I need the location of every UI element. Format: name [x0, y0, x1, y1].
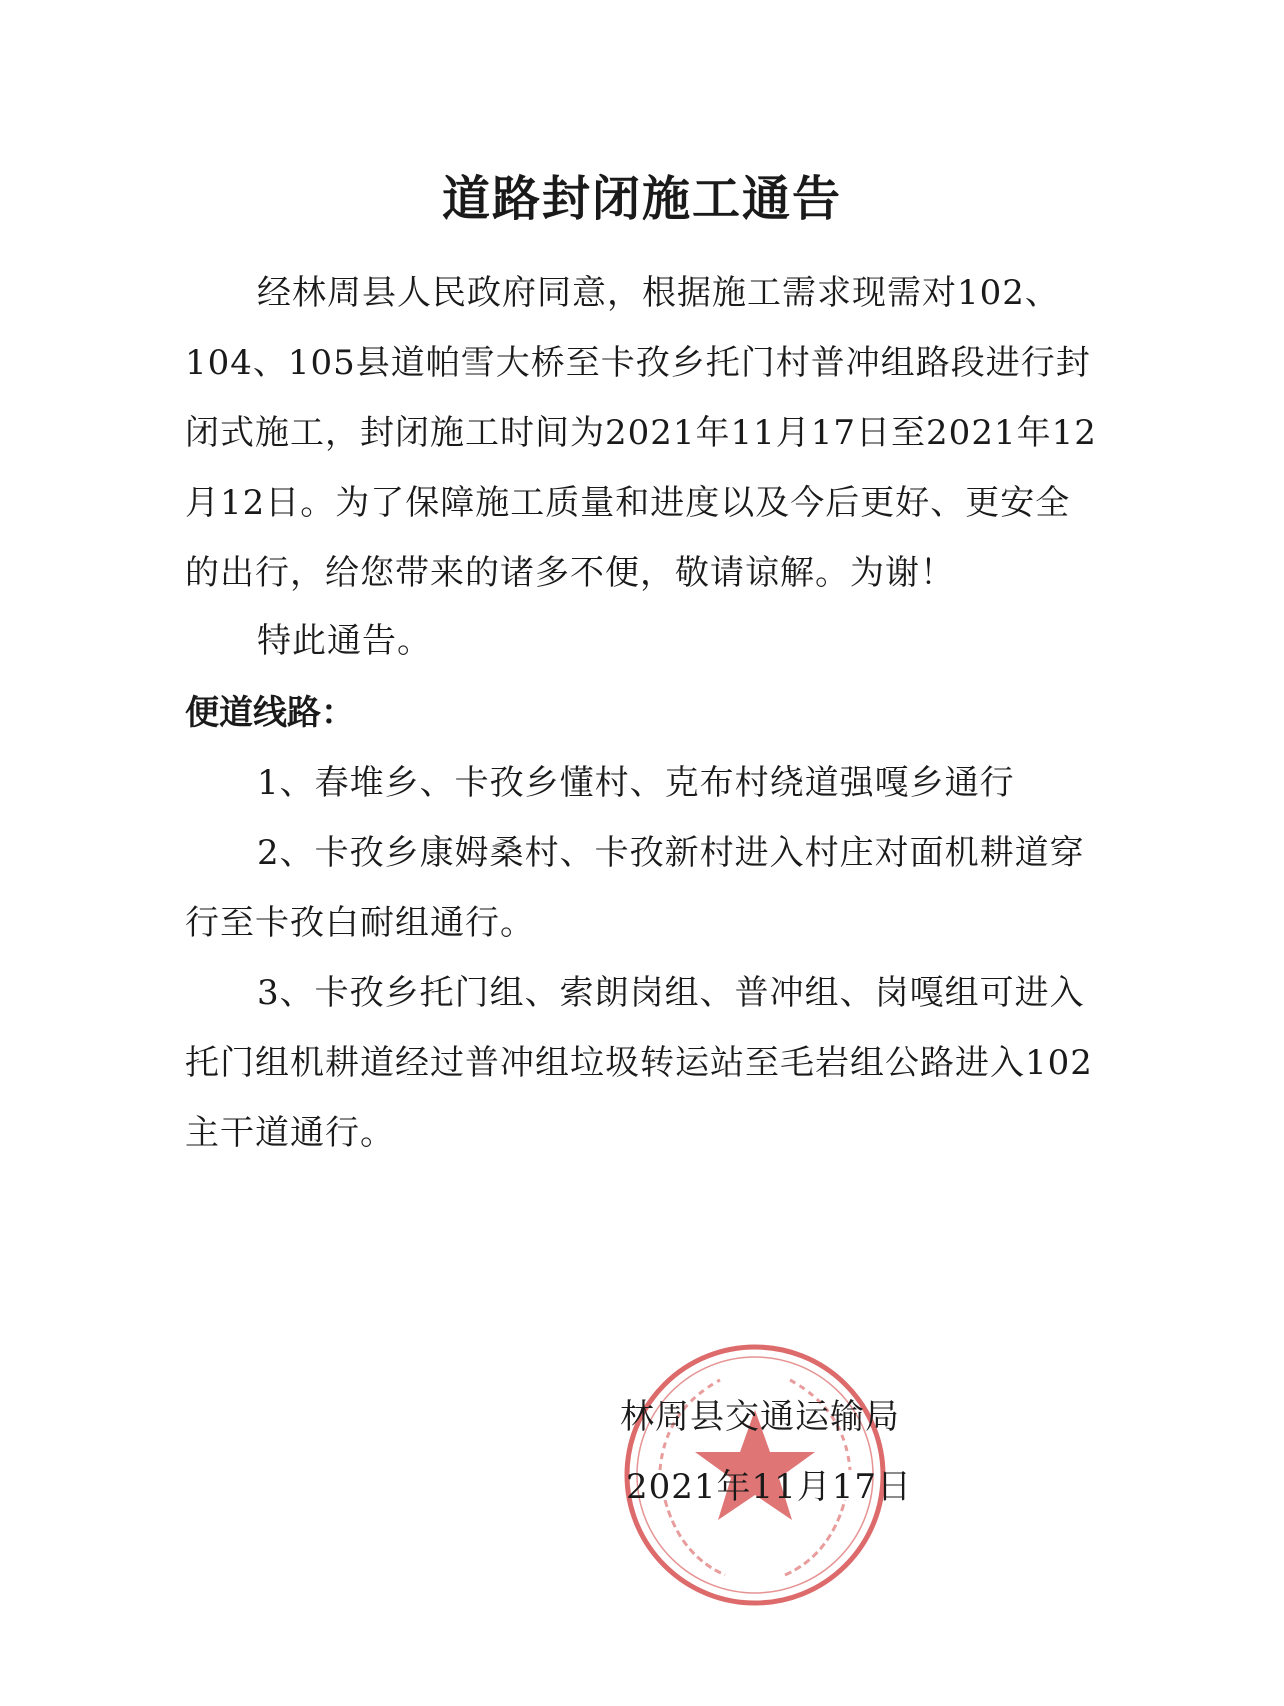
notice-title: 道路封闭施工通告 — [441, 171, 842, 227]
signature-block — [620, 1382, 912, 1522]
route-item: 3、卡孜乡托门组、索朗岗组、普冲组、岗嘎组可进入托门组机耕道经过普冲组垃圾转运站至毛岩组公路进入102主干道通行。 — [185, 973, 1093, 1153]
route-item: 1、春堆乡、卡孜乡懂村、克布村绕道强嘎乡通行 — [257, 763, 1015, 803]
issue-date: 2021年11月17日 — [626, 1467, 913, 1507]
route-item: 2、卡孜乡康姆桑村、卡孜新村进入村庄对面机耕道穿行至卡孜白耐组通行。 — [185, 833, 1085, 943]
closing-line: 特此通告。 — [257, 621, 432, 661]
main-paragraph: 经林周县人民政府同意，根据施工需求现需对102、104、105县道帕雪大桥至卡孜乡托门村普冲组路段进行封闭式施工，封闭施工时间为2021年11月17日至2021年12月12日。为了保障施工质量和进度以及今后更好、更安全的出行，给您带来的诸多不便，敬请谅解。为谢！ — [185, 273, 1097, 593]
detour-heading: 便道线路： — [185, 693, 355, 733]
issuer-name: 林周县交通运输局 — [620, 1397, 900, 1437]
